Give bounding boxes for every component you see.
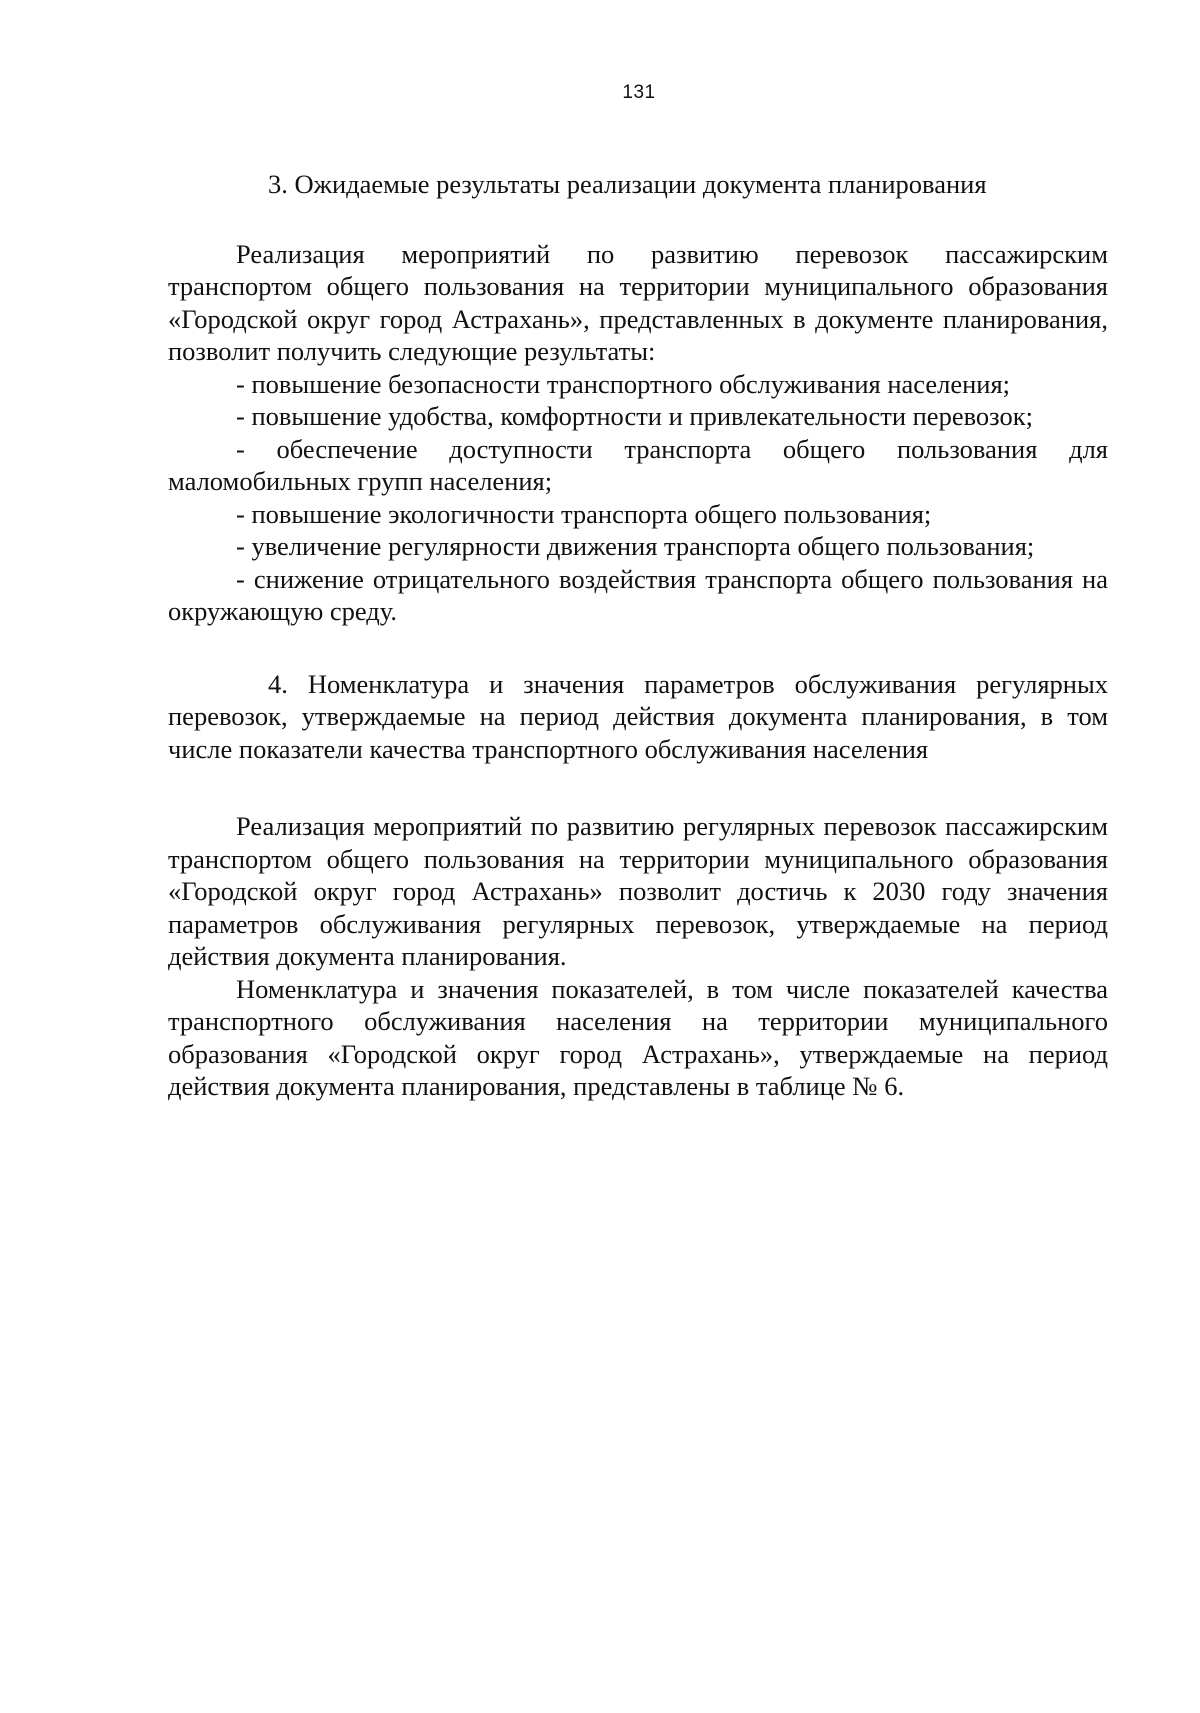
section-4-heading: 4. Номенклатура и значения параметров обслуживания регулярных перевозок, утверждаемые на период действия документа планирования, в том числе показатели качества транспортного обслуживания населения xyxy=(168,668,1108,764)
result-item: - обеспечение доступности транспорта общего пользования для маломобильных групп населения; xyxy=(168,433,1108,496)
section-4-paragraph: Номенклатура и значения показателей, в том числе показателей качества транспортного обслуживания населения на территории муниципального образования «Городской округ город Астрахань», утверждаемые на период действия документа планирования, представлены в таблице № 6. xyxy=(168,973,1108,1101)
section-3-heading: 3. Ожидаемые результаты реализации документа планирования xyxy=(268,169,987,199)
result-item: - повышение удобства, комфортности и привлекательности перевозок; xyxy=(236,401,1033,431)
result-item: - увеличение регулярности движения транспорта общего пользования; xyxy=(236,531,1035,561)
section-3 xyxy=(168,168,1108,628)
result-item: - повышение экологичности транспорта общего пользования; xyxy=(236,498,932,529)
section-4-paragraph: Реализация мероприятий по развитию регулярных перевозок пассажирским транспортом общего пользования на территории муниципального образования «Городской округ город Астрахань» позволит достичь к 2030 году значения параметров обслуживания регулярных перевозок, утверждаемые на период действия документа планирования. xyxy=(168,811,1108,971)
result-item: - повышение безопасности транспортного обслуживания населения; xyxy=(236,368,1011,399)
section-4 xyxy=(168,668,1108,1103)
result-item: - снижение отрицательного воздействия транспорта общего пользования на окружающую среду. xyxy=(168,563,1108,626)
page-content xyxy=(168,168,1108,1103)
section-3-intro: Реализация мероприятий по развитию перевозок пассажирским транспортом общего пользования на территории муниципального образования «Городской округ город Астрахань», представленных в документе планирования, позволит получить следующие результаты: xyxy=(168,238,1108,366)
page-number: 131 xyxy=(622,82,656,103)
